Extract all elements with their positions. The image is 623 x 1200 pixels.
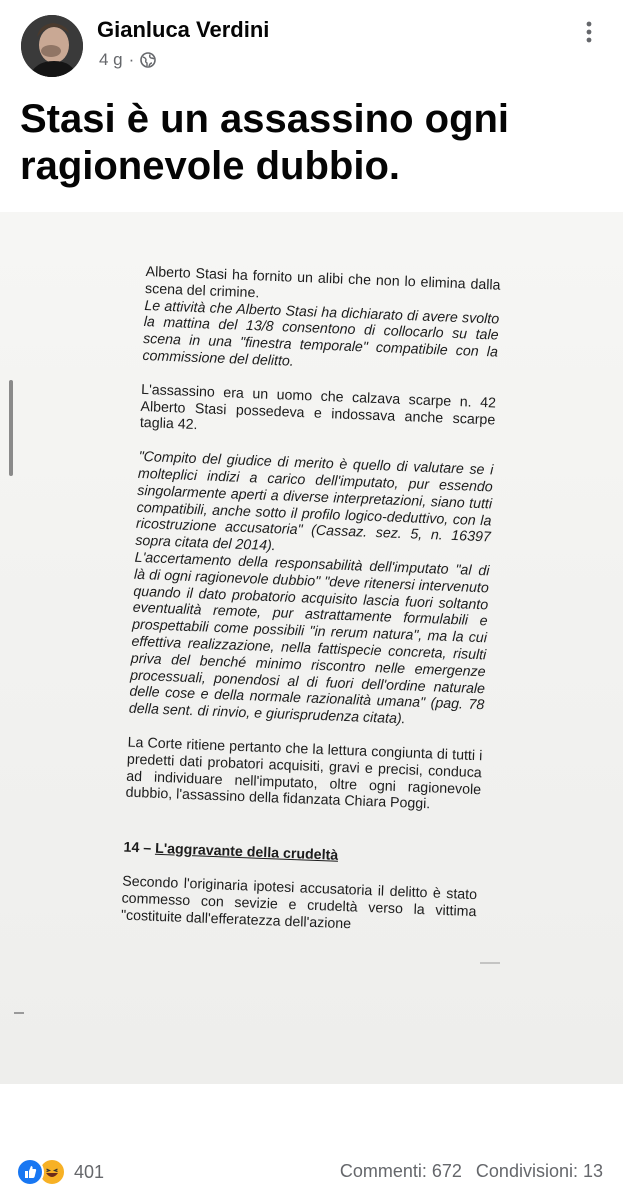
- scan-artifact: [14, 1012, 24, 1014]
- post-meta: [99, 50, 156, 70]
- post-header: [0, 0, 623, 90]
- doc-paragraph: La Corte ritiene pertanto che la lettura congiunta di tutti i predetti dati probatori acquisiti, gravi e precisi, conduca ad individuare nell'imputato, oltre ogni ragionevole dubbio, l'assassino della fidanzata Chiara Poggi.: [125, 734, 483, 813]
- post-footer: [0, 1150, 623, 1200]
- more-dots-icon: [575, 18, 603, 46]
- avatar[interactable]: [21, 15, 83, 77]
- doc-paragraph: L'accertamento della responsabilità dell'imputato "al di là di ogni ragionevole dubbio" "deve ritenersi intervenuto quando il dato probatorio acquisito lascia fuori soltanto eventualità remote, pur astrattamente formulabili e prospettabili come possibili "in rerum natura", ma la cui effettiva realizzazione, nella fattispecie concreta, risulti priva del benché minimo riscontro nelle emergenze processuali, ponendosi al di fuori dell'ordine naturale delle cose e della normale razionalità umana" (pag. 78 della sent. di rinvio, e giurisprudenza citata).: [128, 549, 490, 728]
- scroll-indicator: [9, 380, 13, 476]
- scan-artifact: [480, 962, 500, 964]
- doc-paragraph: Le attività che Alberto Stasi ha dichiarato di avere svolto la mattina del 13/8 consentono di collocarlo su tale scena in una "finestra temporale" compatibile con la commissione del delitto.: [142, 297, 500, 370]
- like-icon: [16, 1158, 44, 1186]
- shares-count[interactable]: Condivisioni: 13: [475, 1161, 603, 1181]
- document-text: [121, 264, 501, 937]
- post-title: Stasi è un assassino ogni ragionevole dubbio.: [20, 97, 510, 188]
- section-number: 14 –: [123, 839, 152, 857]
- doc-paragraph: Alberto Stasi ha fornito un alibi che non lo elimina dalla scena del crimine.: [144, 264, 501, 302]
- section-title: L'aggravante della crudeltà: [154, 840, 339, 864]
- author-name[interactable]: Gianluca Verdini: [97, 17, 270, 42]
- more-options-button[interactable]: [575, 18, 603, 46]
- doc-paragraph: L'assassino era un uomo che calzava scarpe n. 42 Alberto Stasi possedeva e indossava anche scarpe taglia 42.: [139, 381, 497, 434]
- doc-paragraph: "Compito del giudice di merito è quello di valutare se i molteplici indizi a carico dell'imputato, pur essendo singolarmente aperti a diverse interpretazioni, siano tutti compatibili, anche sotto il profilo logico-deduttivo, con la ricostruzione accusatoria" (Cassaz. sez. 5, n. 16397 sopra citata del 2014).: [135, 449, 494, 555]
- doc-paragraph: Secondo l'originaria ipotesi accusatoria il delitto è stato commesso con sevizie e crudeltà verso la vittima "costituite dall'efferatezza dell'azione: [120, 873, 478, 932]
- engagement-stats: [340, 1161, 603, 1182]
- post-time[interactable]: 4 g: [99, 50, 123, 69]
- meta-separator: ·: [128, 50, 135, 69]
- comments-count[interactable]: Commenti: 672: [339, 1161, 462, 1181]
- post-image[interactable]: [0, 212, 623, 1084]
- reactions-summary[interactable]: [16, 1158, 104, 1186]
- scanned-page: [0, 212, 623, 1084]
- globe-icon: [140, 52, 156, 68]
- reaction-count: 401: [74, 1161, 105, 1182]
- avatar-photo: [21, 15, 83, 77]
